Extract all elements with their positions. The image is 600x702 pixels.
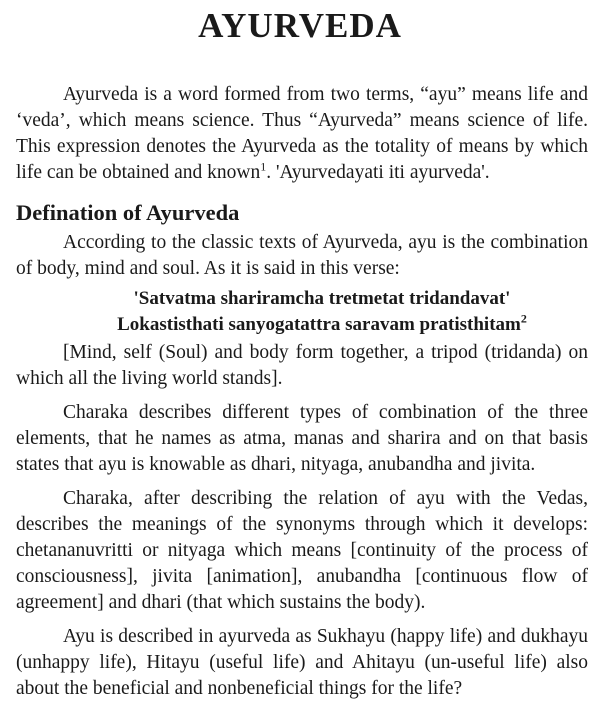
charaka-paragraph-2: Charaka, after describing the relation of ayu with the Vedas, describes the meanings of the synonyms through which it develops: chetananuvritti or nityaga which means [continuity of the process of consciousness], jivita [animation], anubandha [continuous flow of agreement] and dhari (that which sustains the body).: [16, 488, 588, 613]
verse-line-1: 'Satvatma shariramcha tretmetat tridandavat': [133, 288, 511, 309]
verse-block: [16, 286, 588, 338]
footnote-marker-1: 1: [260, 159, 267, 174]
verse-line-2-text: Lokastisthati sanyogatattra saravam pratisthitam: [117, 314, 521, 335]
intro-text: Ayurveda is a word formed from two terms, “ayu” means life and ‘veda’, which means science. Thus “Ayurveda” means science of life. This expression denotes the Ayurveda as the totality of means by which life can be obtained and known: [16, 84, 588, 183]
definition-paragraph: According to the classic texts of Ayurveda, ayu is the combination of body, mind and soul. As it is said in this verse:: [16, 232, 588, 279]
definition-heading: Defination of Ayurveda: [16, 200, 240, 225]
charaka-paragraph-1: Charaka describes different types of combination of the three elements, that he names as atma, manas and sharira and on that basis states that ayu is knowable as dhari, nityaga, anubandha and jivita.: [16, 402, 588, 475]
ayu-types-paragraph: Ayu is described in ayurveda as Sukhayu (happy life) and dukhayu (unhappy life), Hitayu (useful life) and Ahitayu (un-useful life) also about the beneficial and nonbeneficial things for the life?: [16, 626, 588, 699]
verse-line-2: [56, 312, 588, 338]
translation-paragraph: [Mind, self (Soul) and body form together, a tripod (tridanda) on which all the living world stands].: [16, 342, 588, 389]
intro-paragraph: [16, 82, 588, 186]
document-body: [16, 82, 588, 702]
page-title: AYURVEDA: [198, 6, 402, 45]
intro-tail: . 'Ayurvedayati iti ayurveda'.: [266, 162, 490, 183]
footnote-marker-2: 2: [520, 311, 527, 326]
